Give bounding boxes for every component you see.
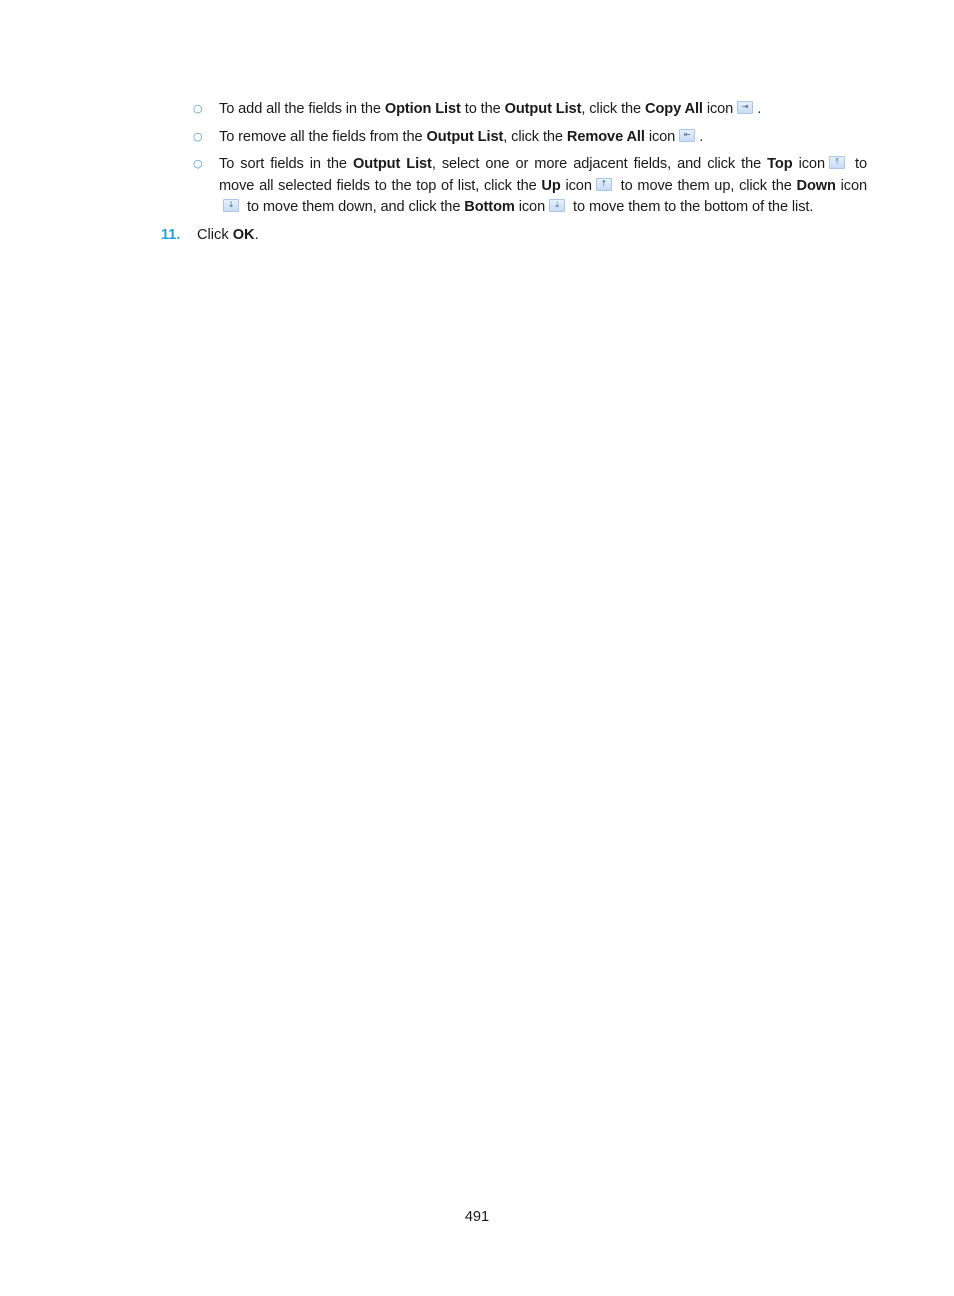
term-down: Down xyxy=(796,177,836,194)
page-number: 491 xyxy=(464,1209,490,1225)
term-output-list: Output List xyxy=(426,129,504,145)
term-output-list: Output List xyxy=(353,156,432,172)
move-down-icon: ↓ xyxy=(223,199,239,212)
term-option-list: Option List xyxy=(384,101,461,117)
remove-all-icon: ⇤ xyxy=(679,129,695,142)
term-top: Top xyxy=(767,156,793,172)
copy-all-icon: ⇥ xyxy=(737,101,753,114)
term-up: Up xyxy=(541,177,561,194)
move-bottom-icon: ⤓ xyxy=(549,199,565,212)
term-bottom: Bottom xyxy=(464,199,515,215)
step-click-ok: Click OK. xyxy=(197,227,259,243)
bullet-marker: ○ xyxy=(193,102,203,115)
term-output-list: Output List xyxy=(504,101,582,117)
bullet-remove-all: To remove all the fields from the Output List, click the Remove All icon ⇤ . xyxy=(219,129,704,145)
term-remove-all: Remove All xyxy=(566,129,645,145)
term-ok: OK xyxy=(232,227,255,243)
move-up-icon: ↑ xyxy=(596,178,612,191)
move-top-icon: ⤒ xyxy=(829,156,845,169)
bullet-sort-fields: To sort fields in the Output List, select one or more adjacent fields, and click the Top icon ⤒ to move all selected fields to the top of list, click the Up icon ↑ to move them up, click the Down icon ↓ to move them down, and click the Bottom icon ⤓ to move them to the bottom of the list. xyxy=(219,156,868,215)
bullet-marker: ○ xyxy=(193,130,203,143)
term-copy-all: Copy All xyxy=(645,101,703,117)
bullet-copy-all: To add all the fields in the Option List to the Output List, click the Copy All icon ⇥ . xyxy=(219,101,762,117)
step-number: 11. xyxy=(161,227,181,243)
bullet-marker: ○ xyxy=(193,157,203,170)
